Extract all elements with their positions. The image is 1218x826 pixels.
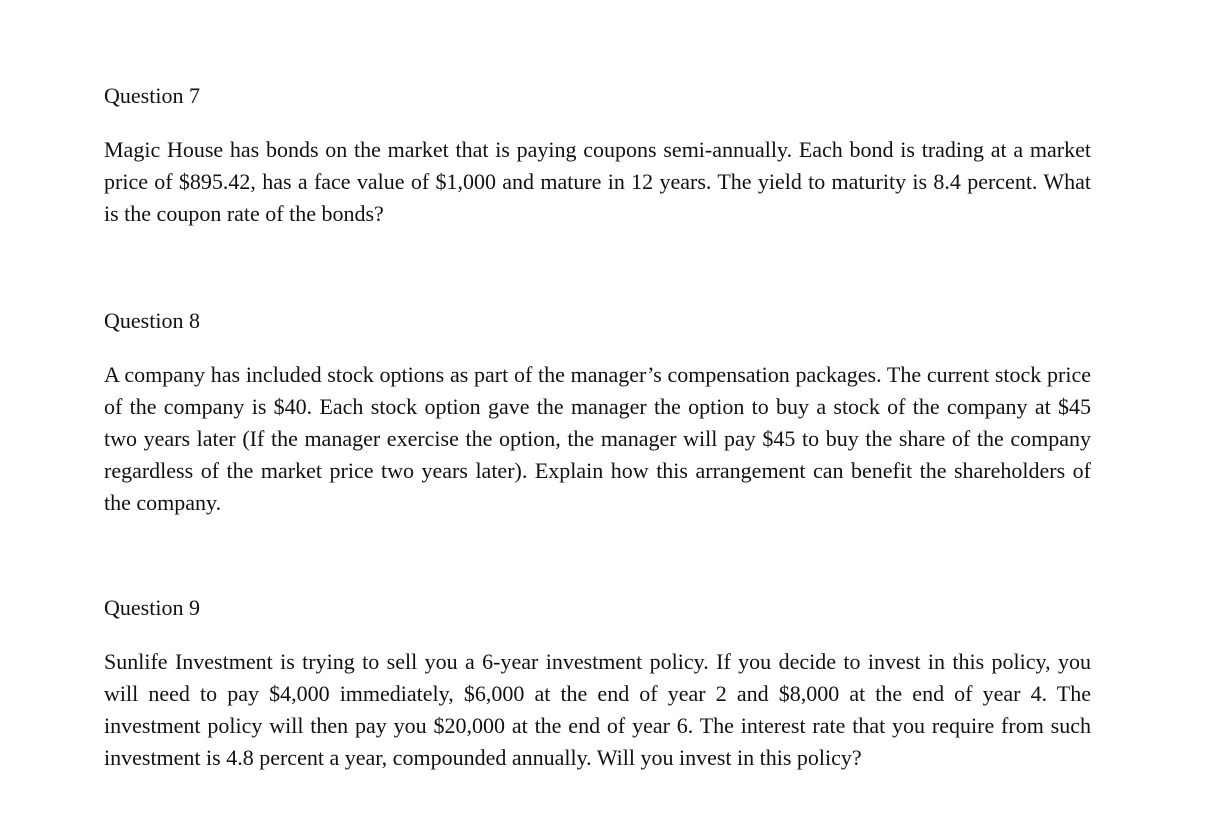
- question-title: Question 8: [104, 308, 200, 333]
- question-9: [104, 594, 1091, 774]
- question-text: Magic House has bonds on the market that is paying coupons semi-annually. Each bond is trading at a market price of $895.42, has a face value of $1,000 and mature in 12 years. The yield to maturity is 8.4 percent. What is the coupon rate of the bonds?: [104, 137, 1091, 226]
- question-text: Sunlife Investment is trying to sell you a 6-year investment policy. If you decide to invest in this policy, you will need to pay $4,000 immediately, $6,000 at the end of year 2 and $8,000 at the end of year 4. The investment policy will then pay you $20,000 at the end of year 6. The interest rate that you require from such investment is 4.8 percent a year, compounded annually. Will you invest in this policy?: [104, 649, 1091, 770]
- question-title: Question 7: [104, 83, 200, 108]
- question-7: [104, 82, 1091, 230]
- question-title: Question 9: [104, 595, 200, 620]
- question-8: [104, 307, 1091, 519]
- question-text: A company has included stock options as part of the manager’s compensation packages. The current stock price of the company is $40. Each stock option gave the manager the option to buy a stock of the company at $45 two years later (If the manager exercise the option, the manager will pay $45 to buy the share of the company regardless of the market price two years later). Explain how this arrangement can benefit the shareholders of the company.: [104, 362, 1091, 515]
